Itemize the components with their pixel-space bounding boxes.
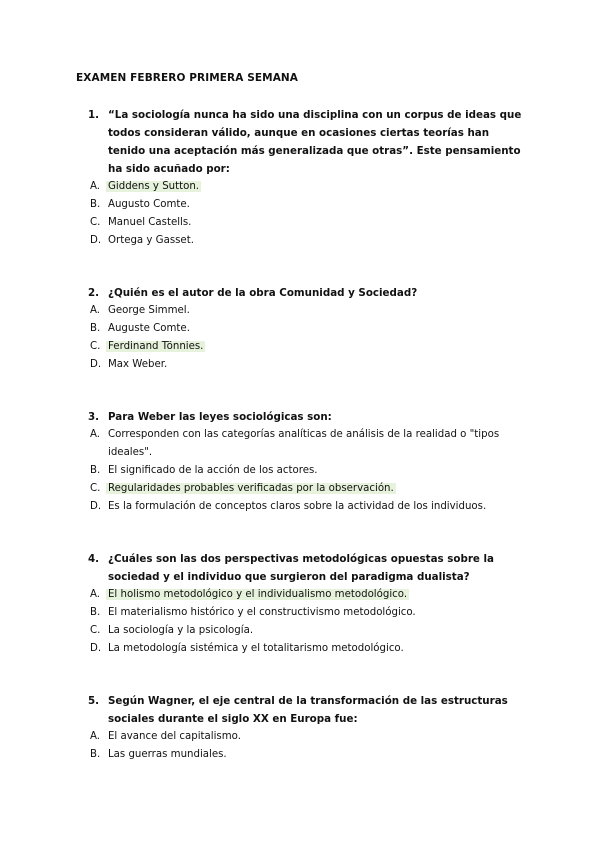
option-text: Es la formulación de conceptos claros sobre la actividad de los individuos. [108, 501, 487, 512]
option-text: Corresponden con las categorías analíticas de análisis de la realidad o "tipos ideales". [108, 429, 500, 458]
option-b [90, 604, 528, 622]
question-text: “La sociología nunca ha sido una disciplina con un corpus de ideas que todos consideran válido, aunque en ocasiones ciertas teorías han tenido una aceptación más generalizada que otras”. Este pensamiento ha sido acuñado por: [108, 109, 522, 175]
option-d [90, 232, 528, 250]
option-text: Ortega y Gasset. [108, 235, 194, 246]
option-text: La metodología sistémica y el totalitarismo metodológico. [108, 643, 404, 654]
option-letter: C. [90, 217, 101, 228]
option-text: Manuel Castells. [108, 217, 192, 228]
option-letter: B. [90, 607, 101, 618]
option-letter: B. [90, 199, 101, 210]
question-stem [88, 550, 528, 586]
option-letter: D. [90, 643, 102, 654]
option-letter: C. [90, 483, 101, 494]
question-stem [88, 692, 528, 728]
option-text: El materialismo histórico y el constructivismo metodológico. [108, 607, 416, 618]
question-2 [88, 284, 528, 374]
option-c [90, 338, 528, 356]
question-1 [88, 106, 528, 250]
question-3 [88, 408, 528, 516]
question-5 [88, 692, 528, 764]
question-stem [88, 284, 528, 302]
option-text: El avance del capitalismo. [108, 731, 241, 742]
option-c [90, 622, 528, 640]
option-d [90, 356, 528, 374]
question-stem [88, 408, 528, 426]
question-number: 3. [88, 411, 100, 423]
option-letter: C. [90, 625, 101, 636]
option-letter: D. [90, 501, 102, 512]
question-text: ¿Quién es el autor de la obra Comunidad y Sociedad? [108, 287, 418, 299]
option-letter: B. [90, 749, 101, 760]
option-text: Augusto Comte. [108, 199, 190, 210]
option-text: Auguste Comte. [108, 323, 190, 334]
option-letter: D. [90, 235, 102, 246]
option-text: George Simmel. [108, 305, 190, 316]
option-d [90, 498, 528, 516]
question-text: Para Weber las leyes sociológicas son: [108, 411, 332, 423]
question-number: 2. [88, 287, 100, 299]
question-stem [88, 106, 528, 178]
question-4 [88, 550, 528, 658]
option-letter: C. [90, 341, 101, 352]
option-c [90, 214, 528, 232]
option-text-correct: Regularidades probables verificadas por la observación. [108, 483, 394, 494]
exam-title: EXAMEN FEBRERO PRIMERA SEMANA [76, 72, 299, 84]
option-text: Max Weber. [108, 359, 168, 370]
option-letter: B. [90, 323, 101, 334]
option-a [90, 302, 528, 320]
option-text: El significado de la acción de los actores. [108, 465, 318, 476]
option-a [90, 728, 528, 746]
option-letter: D. [90, 359, 102, 370]
option-b [90, 320, 528, 338]
option-text-correct: Ferdinand Tönnies. [108, 341, 204, 352]
option-text-correct: Giddens y Sutton. [108, 181, 200, 192]
option-a [90, 586, 528, 604]
option-letter: A. [90, 731, 101, 742]
option-d [90, 640, 528, 658]
option-letter: A. [90, 429, 101, 440]
question-number: 4. [88, 553, 100, 565]
option-letter: B. [90, 465, 101, 476]
option-a [90, 178, 528, 196]
question-number: 1. [88, 109, 100, 121]
option-letter: A. [90, 305, 101, 316]
option-text: La sociología y la psicología. [108, 625, 254, 636]
option-letter: A. [90, 181, 101, 192]
option-text-correct: El holismo metodológico y el individualismo metodológico. [108, 589, 408, 600]
option-text: Las guerras mundiales. [108, 749, 227, 760]
option-a [90, 426, 528, 462]
option-b [90, 462, 528, 480]
option-c [90, 480, 528, 498]
question-text: Según Wagner, el eje central de la transformación de las estructuras sociales durante el siglo XX en Europa fue: [108, 695, 508, 725]
question-text: ¿Cuáles son las dos perspectivas metodológicas opuestas sobre la sociedad y el individuo que surgieron del paradigma dualista? [108, 553, 494, 583]
question-number: 5. [88, 695, 100, 707]
option-b [90, 746, 528, 764]
option-letter: A. [90, 589, 101, 600]
option-b [90, 196, 528, 214]
